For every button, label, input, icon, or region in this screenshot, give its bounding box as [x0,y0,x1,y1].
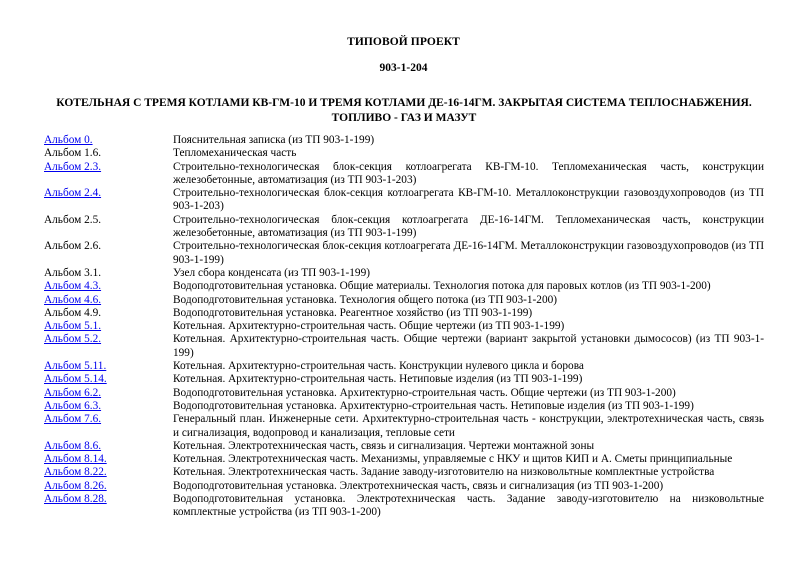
album-label: Альбом 4.9. [44,306,102,319]
album-description: Водоподготовительная установка. Электротехническая часть. Задание заводу-изготовителю на низковольтные комплектные устройства (из ТП 903-1-200) [173,493,764,519]
album-link[interactable]: Альбом 6.3. [44,399,102,412]
album-description: Водоподготовительная установка. Архитектурно-строительная часть. Общие чертежи (из ТП 903-1-200) [173,386,676,399]
table-row [44,187,764,214]
album-description: Котельная. Электротехническая часть, связь и сигнализация. Чертежи монтажной зоны [173,439,595,452]
album-cell [44,147,173,160]
album-cell [44,480,173,493]
table-row [44,480,764,493]
project-heading: КОТЕЛЬНАЯ С ТРЕМЯ КОТЛАМИ КВ-ГМ-10 И ТРЕМЯ КОТЛАМИ ДЕ-16-14ГМ. ЗАКРЫТАЯ СИСТЕМА ТЕПЛОСНАБЖЕНИЯ. ТОПЛИВО - ГАЗ И МАЗУТ [56,97,752,124]
album-cell [44,466,173,479]
table-row [44,134,764,147]
album-label: Альбом 2.6. [44,240,102,253]
table-row [44,493,764,520]
album-cell [44,161,173,188]
album-cell [44,400,173,413]
table-row [44,267,764,280]
album-link[interactable]: Альбом 5.2. [44,333,102,346]
album-cell [44,440,173,453]
album-cell [44,294,173,307]
album-description: Котельная. Архитектурно-строительная часть. Общие чертежи (вариант закрытой установки дымососов) (из ТП 903-1-199) [173,333,764,359]
table-row [44,453,764,466]
table-row [44,294,764,307]
album-link[interactable]: Альбом 8.14. [44,453,107,466]
album-link[interactable]: Альбом 2.4. [44,187,102,200]
album-description: Строительно-технологическая блок-секция котлоагрегата ДЕ-16-14ГМ. Металлоконструкции газовоздухопроводов (из ТП 903-1-199) [173,240,764,266]
album-description: Водоподготовительная установка. Реагентное хозяйство (из ТП 903-1-199) [173,306,533,319]
album-description: Водоподготовительная установка. Электротехническая часть, связь и сигнализация (из ТП 903-1-200) [173,479,664,492]
table-row [44,413,764,440]
album-description: Водоподготовительная установка. Общие материалы. Технология потока для паровых котлов (из ТП 903-1-200) [173,280,711,293]
album-link[interactable]: Альбом 0. [44,134,93,146]
album-link[interactable]: Альбом 5.1. [44,320,102,333]
album-link[interactable]: Альбом 8.6. [44,439,102,452]
table-row [44,373,764,386]
album-link[interactable]: Альбом 2.3. [44,160,102,173]
table-row [44,440,764,453]
album-description: Котельная. Электротехническая часть. Механизмы, управляемые с НКУ и щитов КИП и А. Сметы принципиальные [173,453,733,466]
album-description: Котельная. Архитектурно-строительная часть. Общие чертежи (из ТП 903-1-199) [173,320,565,333]
album-link[interactable]: Альбом 4.3. [44,280,102,293]
album-cell [44,453,173,466]
album-cell [44,387,173,400]
project-type-title: ТИПОВОЙ ПРОЕКТ [347,36,460,48]
album-description: Строительно-технологическая блок-секция котлоагрегата ДЕ-16-14ГМ. Тепломеханическая часть, конструкции железобетонные, автоматизация (из ТП 903-1-199) [173,213,764,240]
album-link[interactable]: Альбом 7.6. [44,413,102,426]
album-link[interactable]: Альбом 8.22. [44,466,107,479]
album-description: Узел сбора конденсата (из ТП 903-1-199) [173,266,370,279]
album-cell [44,214,173,241]
album-link[interactable]: Альбом 6.2. [44,386,102,399]
table-row [44,240,764,267]
table-row [44,466,764,479]
album-description: Пояснительная записка (из ТП 903-1-199) [173,134,375,146]
album-description: Строительно-технологическая блок-секция котлоагрегата КВ-ГМ-10. Металлоконструкции газовоздухопроводов (из ТП 903-1-203) [173,187,764,213]
album-description: Строительно-технологическая блок-секция котлоагрегата КВ-ГМ-10. Тепломеханическая часть, конструкции железобетонные, автоматизация (из ТП 903-1-203) [173,160,764,186]
album-cell [44,307,173,320]
album-label: Альбом 1.6. [44,147,102,160]
album-description: Генеральный план. Инженерные сети. Архитектурно-строительная часть - конструкции, электротехническая часть, связь и сигнализация, водопровод и канализация, тепловые сети [173,413,764,439]
album-link[interactable]: Альбом 5.11. [44,360,107,373]
table-row [44,161,764,188]
album-description: Тепломеханическая часть [173,147,297,160]
table-row [44,360,764,373]
table-row [44,333,764,360]
album-description: Котельная. Электротехническая часть. Задание заводу-изготовителю на низковольтные комплектные устройства [173,466,715,479]
album-cell [44,373,173,386]
table-row [44,400,764,413]
table-row [44,320,764,333]
project-code: 903-1-204 [379,62,428,74]
album-cell [44,360,173,373]
album-cell [44,187,173,214]
album-link[interactable]: Альбом 8.28. [44,493,107,506]
album-description: Котельная. Архитектурно-строительная часть. Нетиповые изделия (из ТП 903-1-199) [173,373,583,386]
album-link[interactable]: Альбом 4.6. [44,293,102,306]
album-cell [44,240,173,267]
album-description: Котельная. Архитектурно-строительная часть. Конструкции нулевого цикла и борова [173,360,584,373]
album-cell [44,333,173,360]
table-row [44,147,764,160]
table-row [44,214,764,241]
album-cell [44,134,173,147]
albums-table [44,134,764,520]
album-link[interactable]: Альбом 5.14. [44,373,107,386]
album-link[interactable]: Альбом 8.26. [44,479,107,492]
album-cell [44,413,173,440]
table-row [44,307,764,320]
album-label: Альбом 2.5. [44,213,102,226]
album-cell [44,493,173,520]
album-description: Водоподготовительная установка. Архитектурно-строительная часть. Нетиповые изделия (из ТП 903-1-199) [173,399,694,412]
album-cell [44,280,173,293]
album-description: Водоподготовительная установка. Технология общего потока (из ТП 903-1-200) [173,293,558,306]
album-cell [44,320,173,333]
album-cell [44,267,173,280]
table-row [44,387,764,400]
table-row [44,280,764,293]
album-label: Альбом 3.1. [44,266,102,279]
